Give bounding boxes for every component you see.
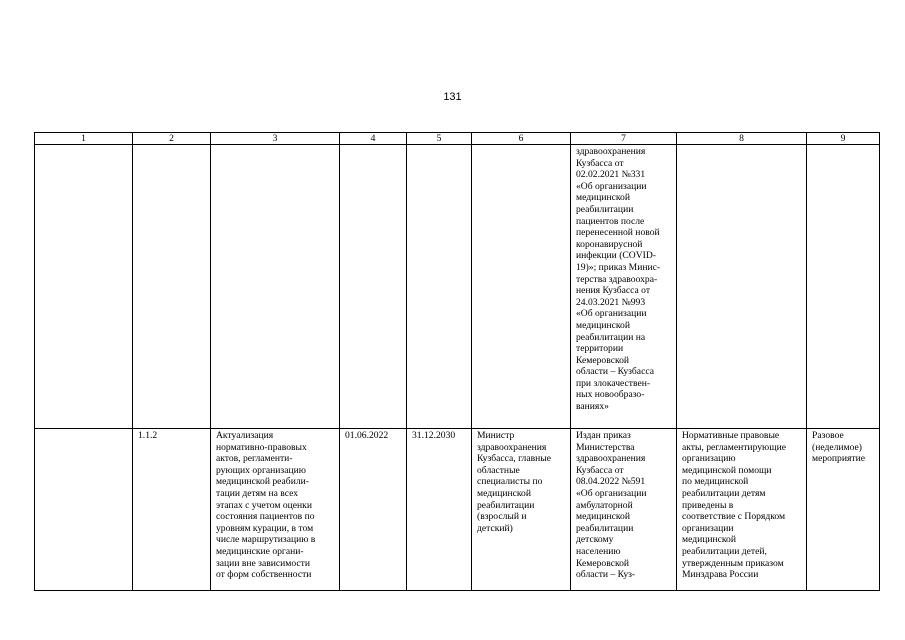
table-cell <box>35 145 133 429</box>
table-cell <box>35 429 133 591</box>
table-cell <box>133 145 211 429</box>
table-cell <box>472 145 571 429</box>
item-number-cell: 1.1.2 <box>133 429 211 591</box>
column-number: 9 <box>807 133 880 145</box>
page-number: 131 <box>443 91 462 103</box>
table-row <box>35 145 880 429</box>
legal-basis-cell: Издан приказ Министерства здравоохранения Кузбасса от 08.04.2022 №591 «Об организации амбулаторной медицинской реабилитации детскому населению Кемеровской области – Куз- <box>571 429 677 591</box>
column-number: 6 <box>472 133 571 145</box>
column-number: 7 <box>571 133 677 145</box>
table-cell <box>807 145 880 429</box>
column-number: 4 <box>340 133 407 145</box>
table-cell <box>677 145 807 429</box>
column-number: 1 <box>35 133 133 145</box>
column-number: 5 <box>407 133 472 145</box>
plan-table <box>34 132 880 591</box>
result-cell: Нормативные правовые акты, регламентирующие организацию медицинской помощи по медицинской реабилитации детям приведены в соответствие с Порядком организации медицинской реабилитации детей, утвержденным приказом Минздрава России <box>677 429 807 591</box>
column-number: 8 <box>677 133 807 145</box>
column-number: 3 <box>211 133 340 145</box>
measure-type-cell: Разовое (неделимое) мероприятие <box>807 429 880 591</box>
table-row <box>35 429 880 591</box>
responsible-cell: Министр здравоохранения Кузбасса, главные областные специалисты по медицинской реабилитации (взрослый и детский) <box>472 429 571 591</box>
table-cell <box>340 145 407 429</box>
end-date-cell: 31.12.2030 <box>407 429 472 591</box>
table-cell <box>211 145 340 429</box>
column-number: 2 <box>133 133 211 145</box>
column-number-row <box>35 133 880 145</box>
start-date-cell: 01.06.2022 <box>340 429 407 591</box>
measure-description-cell: Актуализация нормативно-правовых актов, регламенти- рующих организацию медицинской реабили- тации детям на всех этапах с учетом оценки состояния пациентов по уровням курации, в том числе маршрутизацию в медицинские органи- зации вне зависимости от форм собственности <box>211 429 340 591</box>
table-cell <box>407 145 472 429</box>
legal-basis-cell: здравоохранения Кузбасса от 02.02.2021 №331 «Об организации медицинской реабилитации пациентов после перенесенной новой коронавирусной инфекции (COVID- 19)»; приказ Минис- терства здравоохра- нения Кузбасса от 24.03.2021 №993 «Об организации медицинской реабилитации на территории Кемеровской области – Кузбасса при злокачествен- ных новообразо- ваниях» <box>571 145 677 429</box>
